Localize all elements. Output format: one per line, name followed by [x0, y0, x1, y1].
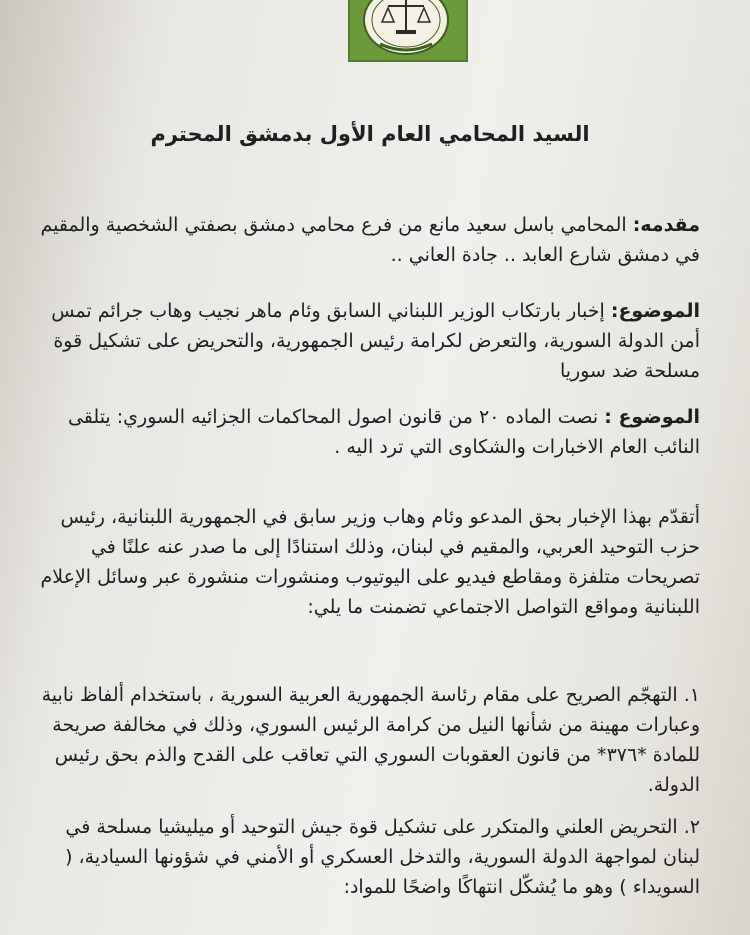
- intro-label: مقدمه:: [632, 214, 700, 236]
- addressee-title: السيد المحامي العام الأول بدمشق المحترم: [150, 122, 590, 146]
- revenue-stamp: [348, 0, 468, 62]
- subject-label-2: الموضوع :: [604, 406, 700, 428]
- subject-text-1: إخبار بارتكاب الوزير اللبناني السابق وئام ماهر نجيب وهاب جرائم تمس أمن الدولة السورية، والتعرض لكرامة رئيس الجمهورية، والتحريض على تشكيل قوة مسلحة ضد سوريا: [51, 300, 700, 382]
- subject-paragraph-2: [40, 402, 700, 462]
- subject-paragraph-1: [40, 296, 700, 386]
- scales-of-justice-icon: [350, 0, 462, 58]
- intro-paragraph: [40, 210, 700, 270]
- subject-label-1: الموضوع:: [610, 300, 700, 322]
- list-item-2: ٢. التحريض العلني والمتكرر على تشكيل قوة جيش التوحيد أو ميليشيا مسلحة في لبنان لمواجهة الدولة السورية، والتدخل العسكري أو الأمني في شؤونها السيادية، ( السويداء ) وهو ما يُشكّل انتهاكًا واضحًا للمواد:: [65, 816, 700, 898]
- intro-text: المحامي باسل سعيد مانع من فرع محامي دمشق بصفتي الشخصية والمقيم في دمشق شارع العابد .. جادة العاني ..: [40, 214, 700, 266]
- body-paragraph: أتقدّم بهذا الإخبار بحق المدعو وئام وهاب وزير سابق في الجمهورية اللبنانية، رئيس حزب التوحيد العربي، والمقيم في لبنان، وذلك استنادًا إلى ما صدر عنه علنًا في تصريحات متلفزة ومقاطع فيديو على اليوتيوب ومنشورات منشورة عبر وسائل الإعلام اللبنانية ومواقع التواصل الاجتماعي تضمنت ما يلي:: [40, 506, 700, 618]
- list-item-1: ١. التهجّم الصريح على مقام رئاسة الجمهورية العربية السورية ، باستخدام ألفاظ نابية وعبارات مهينة من شأنها النيل من كرامة الرئيس السوري، وذلك في مخالفة صريحة للمادة *٣٧٦* من قانون العقوبات السوري التي تعاقب على القدح والذم بحق رئيس الدولة.: [41, 684, 700, 796]
- subject-text-2: نصت الماده ٢٠ من قانون اصول المحاكمات الجزائيه السوري: يتلقى النائب العام الاخبارات والشكاوى التي ترد اليه .: [67, 406, 700, 458]
